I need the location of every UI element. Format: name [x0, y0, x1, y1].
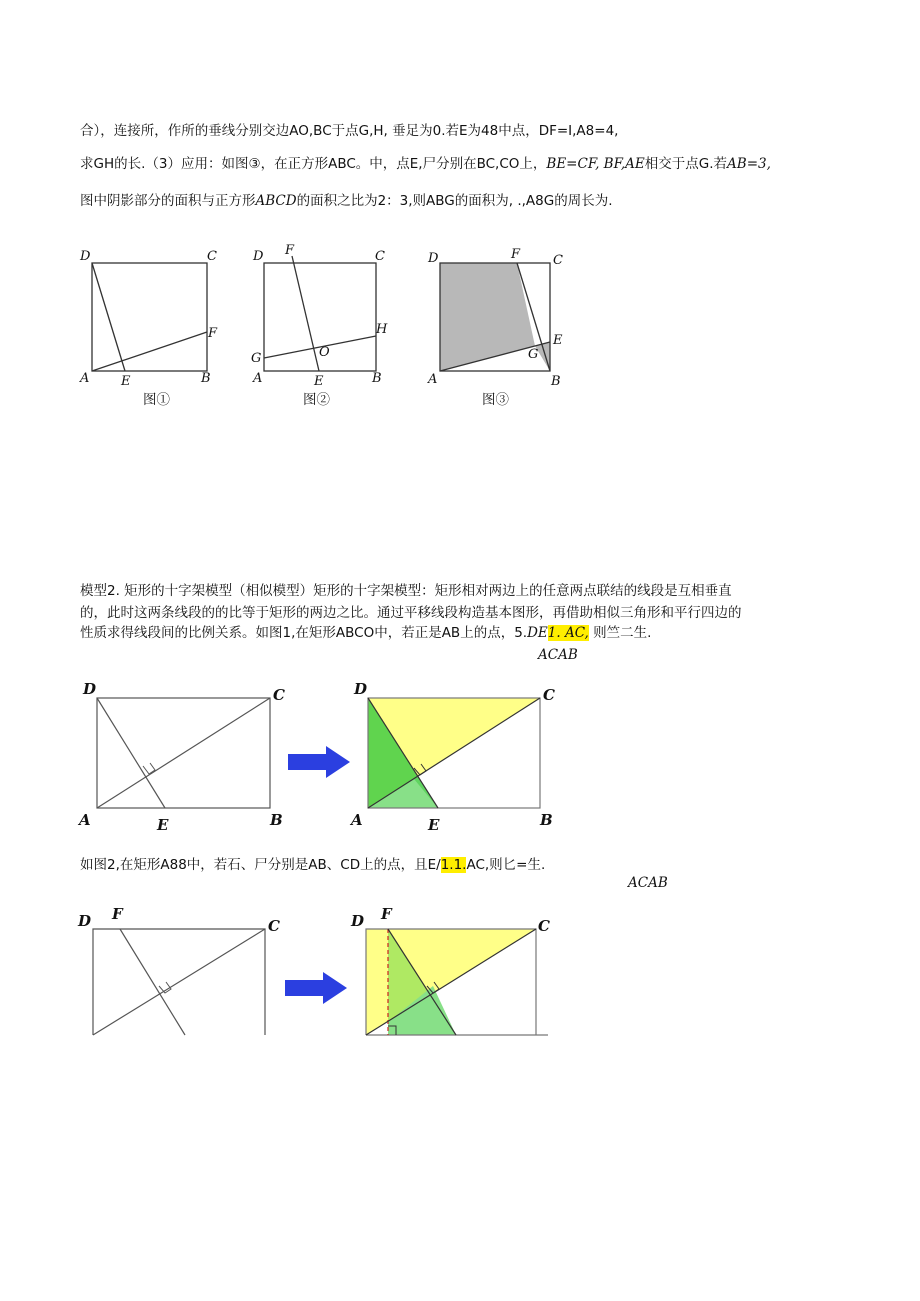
- label-B: B: [201, 371, 211, 386]
- label-D: D: [354, 680, 368, 698]
- model-paragraph-4: 如图2,在矩形A88中，若石、尸分别是AB、CD上的点，且E/1.1.AC,则匕=生.: [80, 857, 546, 873]
- label-C: C: [273, 686, 285, 704]
- label-F: F: [381, 905, 392, 923]
- label-G: G: [251, 351, 262, 366]
- label-E: E: [553, 333, 563, 348]
- label-F: F: [112, 905, 123, 923]
- label-C: C: [553, 253, 563, 268]
- problem-line-3: 图中阴影部分的面积与正方形ABCD的面积之比为2：3,则ABG的面积为, .,A8G的周长为.: [80, 193, 613, 209]
- model2-right-figure: [348, 902, 568, 1042]
- problem-line-2: 求GH的长.（3）应用：如图③，在正方形ABC。中，点E,尸分别在BC,CO上，BE=CF, BF,AE相交于点G.若AB=3,: [80, 156, 771, 172]
- model1-left-figure: [75, 678, 300, 838]
- model-fraction-1: ACAB: [538, 647, 578, 663]
- figure-1: [75, 240, 235, 390]
- label-B: B: [372, 371, 382, 386]
- label-G: G: [528, 347, 539, 362]
- label-D: D: [253, 249, 264, 264]
- arrow-right-icon: [283, 970, 349, 1006]
- label-A: A: [351, 811, 363, 829]
- label-B: B: [540, 811, 553, 829]
- arrow-right-icon: [286, 744, 352, 780]
- label-C: C: [207, 249, 217, 264]
- label-F: F: [208, 326, 218, 341]
- label-F: F: [511, 247, 521, 262]
- figure-1-caption: 图①: [143, 392, 170, 408]
- label-E: E: [428, 816, 440, 834]
- label-E: E: [157, 816, 169, 834]
- label-A: A: [253, 371, 263, 386]
- label-E: E: [314, 374, 324, 389]
- label-E: E: [121, 374, 131, 389]
- label-B: B: [270, 811, 283, 829]
- model-paragraph-2: 的，此时这两条线段的的比等于矩形的两边之比。通过平移线段构造基本图形，再借助相似三角形和平行四边的: [80, 605, 742, 621]
- label-D: D: [80, 249, 91, 264]
- label-D: D: [428, 251, 439, 266]
- label-O: O: [319, 345, 330, 360]
- problem-line-1: 合），连接所，作所的垂线分别交边AO,BC于点G,H, 垂足为0.若E为48中点，DF=I,A8=4,: [80, 123, 619, 139]
- model2-left-figure: [75, 902, 295, 1042]
- label-C: C: [268, 917, 280, 935]
- label-A: A: [79, 811, 91, 829]
- figure-3-caption: 图③: [482, 392, 509, 408]
- figure-2-caption: 图②: [303, 392, 330, 408]
- label-H: H: [376, 322, 388, 337]
- label-A: A: [80, 371, 90, 386]
- label-A: A: [428, 372, 438, 387]
- label-B: B: [551, 374, 561, 389]
- label-D: D: [78, 912, 92, 930]
- label-F: F: [285, 243, 295, 258]
- model-paragraph-3: 性质求得线段间的比例关系。如图1,在矩形ABCO中，若正是AB上的点，5.DE1. AC, 则竺二生.: [80, 625, 652, 641]
- label-C: C: [538, 917, 550, 935]
- label-D: D: [83, 680, 97, 698]
- model1-right-figure: [348, 678, 573, 838]
- label-C: C: [375, 249, 385, 264]
- model-paragraph-1: 模型2. 矩形的十字架模型（相似模型）矩形的十字架模型：矩形相对两边上的任意两点联结的线段是互相垂直: [80, 583, 732, 599]
- figure-3: [420, 240, 580, 390]
- figure-2: [245, 240, 405, 390]
- label-D: D: [351, 912, 365, 930]
- label-C: C: [543, 686, 555, 704]
- model-fraction-2: ACAB: [628, 875, 668, 891]
